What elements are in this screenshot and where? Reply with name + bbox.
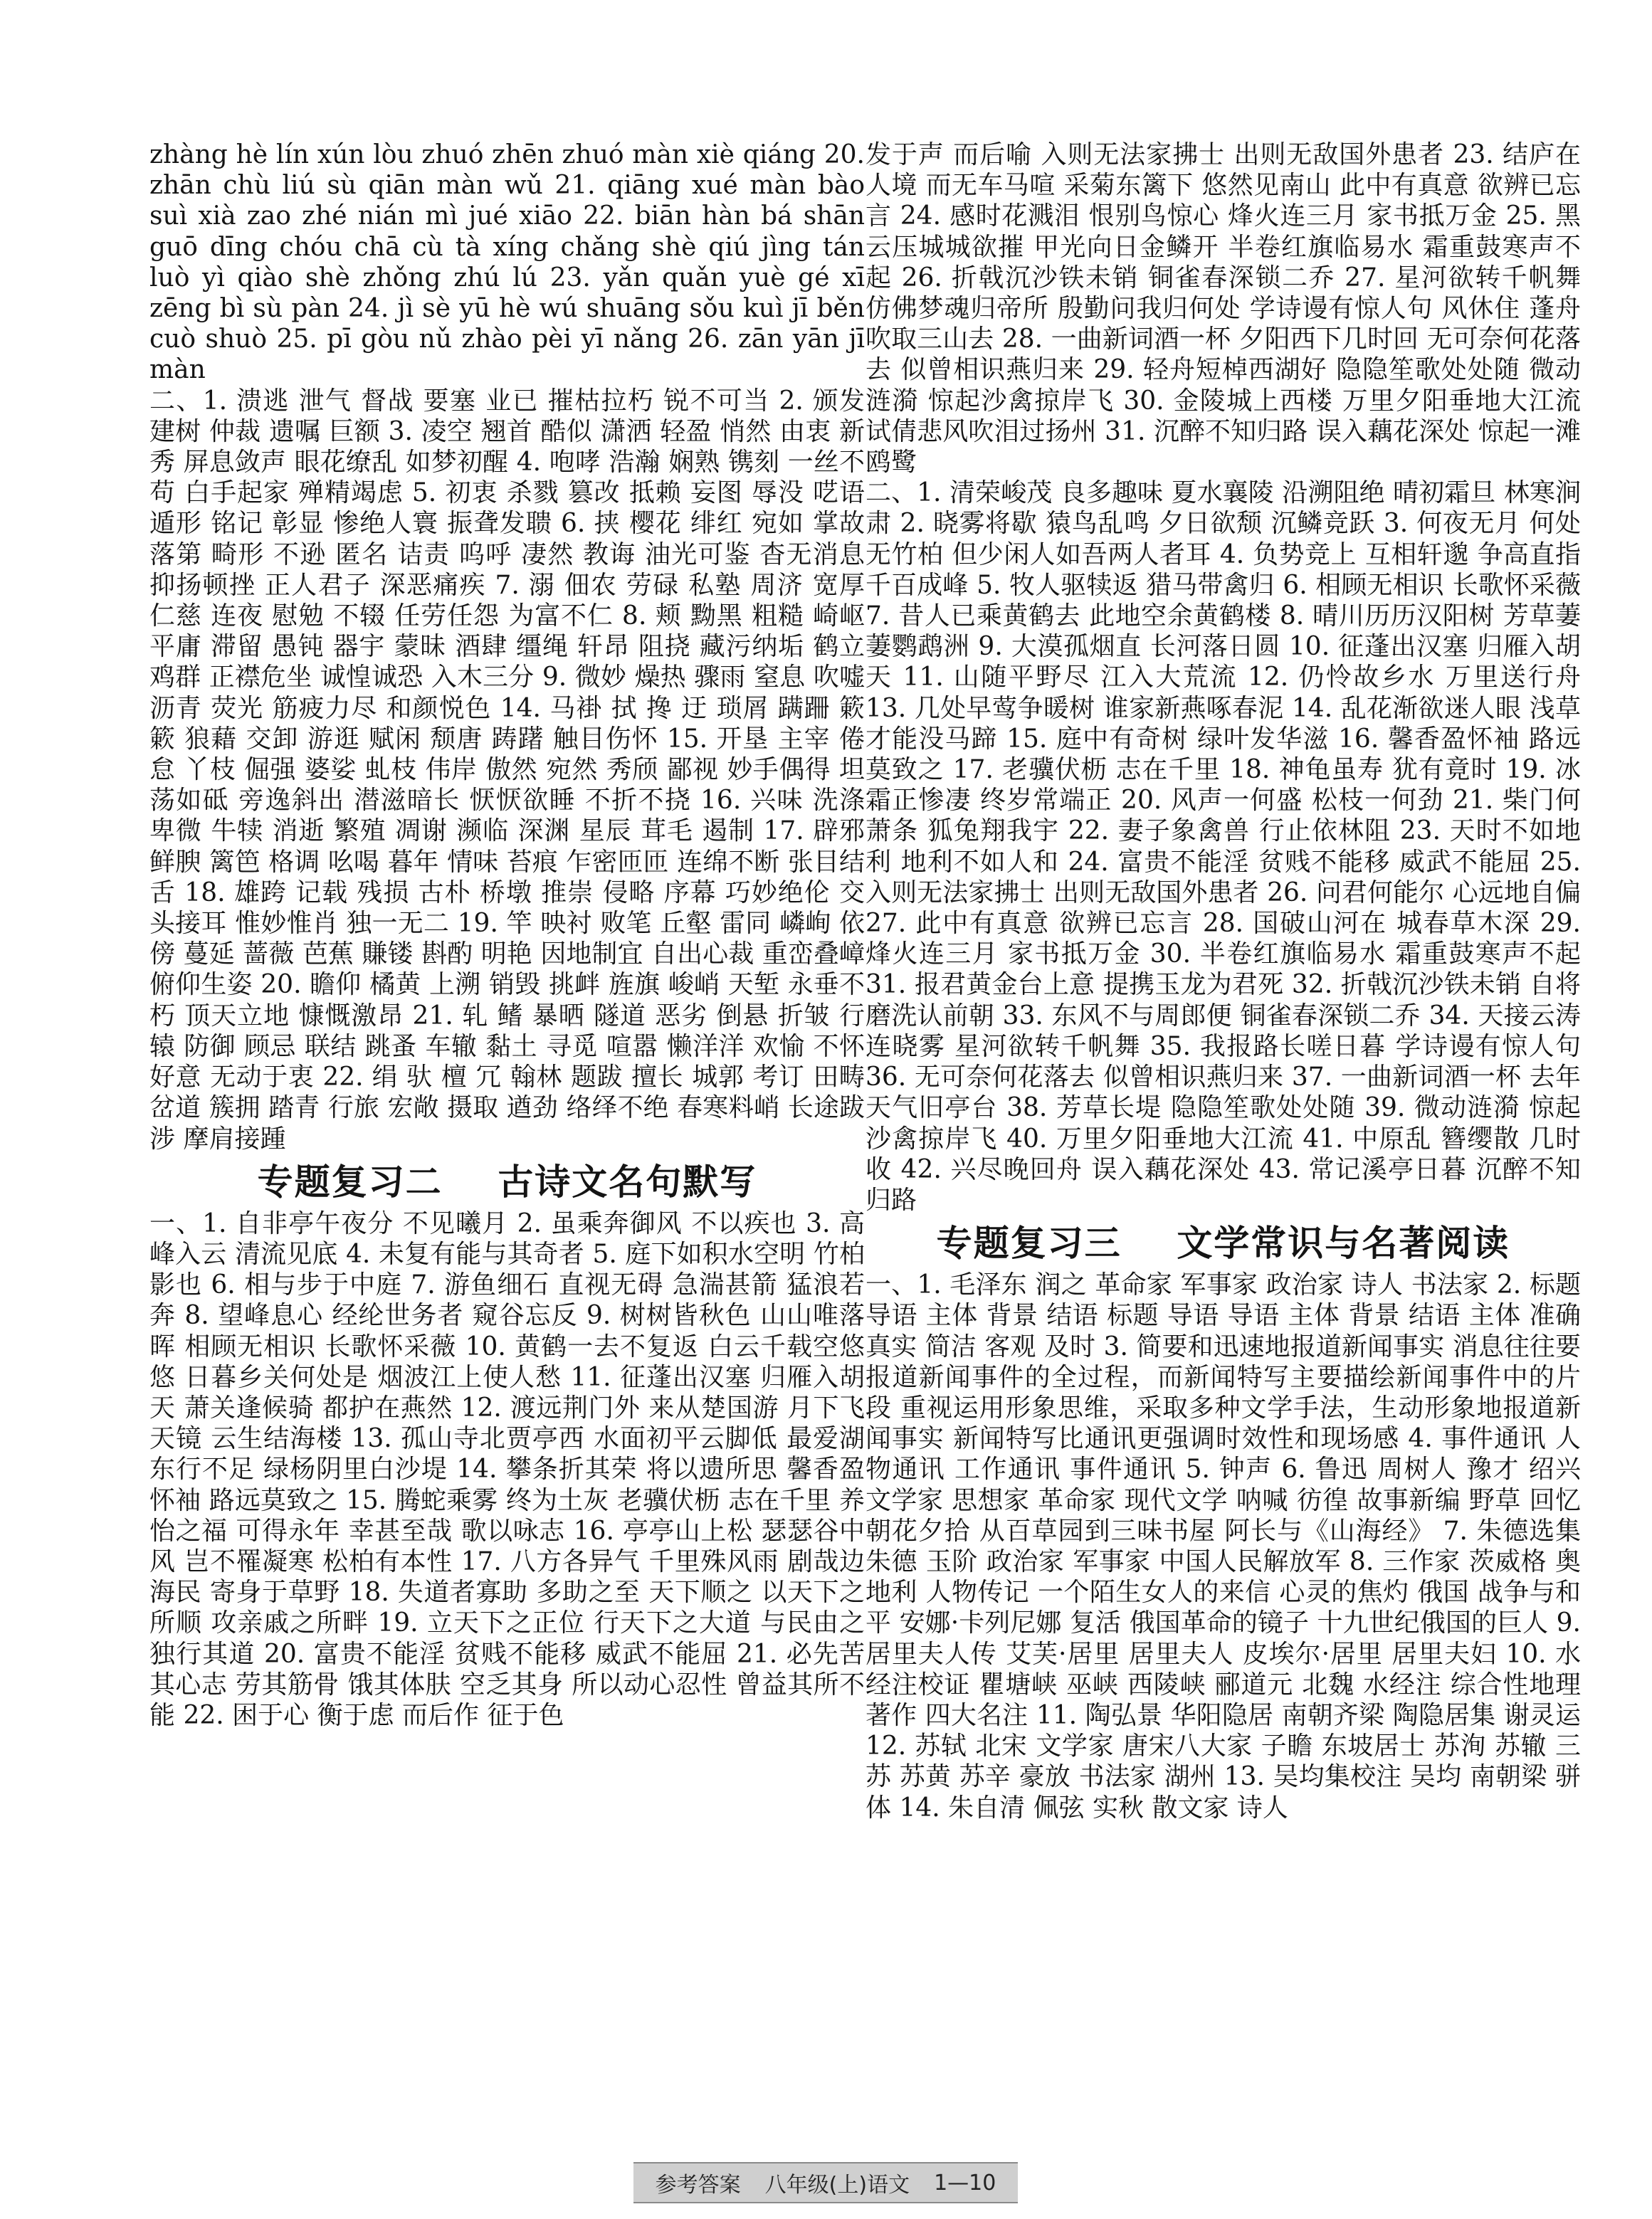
review3-title (866, 1218, 1581, 1268)
page-footer (633, 2162, 1018, 2203)
review2-title-main: 专题复习二 (257, 1161, 443, 1203)
review2-section-1-cont: 发于声 而后喻 入则无法家拂士 出则无敌国外患者 23. 结庐在人境 而无车马喧 采菊东篱下 悠然见南山 此中有真意 欲辨已忘言 24. 感时花溅泪 恨别鸟惊心 烽火连三月 家书抵万金 25. 黑云压城城欲摧 甲光向日金鳞开 半卷红旗临易水 霜重鼓寒声不起 26. 折戟沉沙铁未销 铜雀春深锁二乔 27. 星河欲转千帆舞 仿佛梦魂归帝所 殷勤问我归何处 学诗谩有惊人句 风休住 蓬舟吹取三山去 28. 一曲新词酒一杯 夕阳西下几时回 无可奈何花落去 似曾相识燕归来 29. 轻舟短棹西湖好 隐隐笙歌处处随 微动涟漪 惊起沙禽掠岸飞 30. 金陵城上西楼 万里夕阳垂地大江流 试倩悲风吹泪过扬州 31. 沉醉不知归路 误入藕花深处 惊起一滩鸥鹭 (866, 140, 1581, 478)
review2-title-sub: 古诗文名句默写 (498, 1161, 757, 1203)
review3-title-sub: 文学常识与名著阅读 (1177, 1223, 1510, 1265)
review3-title-main: 专题复习三 (936, 1223, 1122, 1265)
review3-section-1: 一、1. 毛泽东 润之 革命家 军事家 政治家 诗人 书法家 2. 标题 导语 主体 背景 结语 标题 导语 导语 主体 背景 结语 主体 准确 真实 简洁 客观 及时 3. 简要和迅速地报道新闻事实 消息往往要报道新闻事件的全过程，而新闻特写主要描绘新闻事件中的片段 重视运用形象思维，采取多种文学手法，生动形象地报道新闻事实 新闻特写比通讯更强调时效性和现场感 4. 事件通讯 人物通讯 工作通讯 事件通讯 5. 钟声 6. 鲁迅 周树人 豫才 绍兴 文学家 思想家 革命家 现代文学 呐喊 彷徨 故事新编 野草 回忆 朝花夕拾 从百草园到三味书屋 阿长与《山海经》 7. 朱德选集 朱德 玉阶 政治家 军事家 中国人民解放军 8. 三作家 茨威格 奥地利 人物传记 一个陌生女人的来信 心灵的焦灼 俄国 战争与和平 安娜·卡列尼娜 复活 俄国革命的镜子 十九世纪俄国的巨人 9. 居里夫人传 艾芙·居里 居里夫人 皮埃尔·居里 居里夫妇 10. 水经注校证 瞿塘峡 巫峡 西陵峡 郦道元 北魏 水经注 综合性地理著作 四大名注 11. 陶弘景 华阳隐居 南朝齐梁 陶隐居集 谢灵运 12. 苏轼 北宋 文学家 唐宋八大家 子瞻 东坡居士 苏洵 苏辙 三苏 苏黄 苏辛 豪放 书法家 湖州 13. 吴均集校注 吴均 南朝梁 骈体 14. 朱自清 佩弦 实秋 散文家 诗人 (866, 1270, 1581, 1823)
word-answers-section-2: 二、1. 溃逃 泄气 督战 要塞 业已 摧枯拉朽 锐不可当 2. 颁发 建树 仲裁 遗嘱 巨额 3. 凌空 翘首 酷似 潇洒 轻盈 悄然 由衷 新秀 屏息敛声 眼花缭乱 如梦初醒 4. 咆哮 浩瀚 娴熟 镌刻 一丝不苟 白手起家 殚精竭虑 5. 初衷 杀戮 篡改 抵赖 妄图 辱没 呓语 遁形 铭记 彰显 惨绝人寰 振聋发聩 6. 挟 樱花 绯红 宛如 掌故 落第 畸形 不逊 匿名 诘责 呜呼 凄然 教诲 油光可鉴 杳无消息 抑扬顿挫 正人君子 深恶痛疾 7. 溺 佃农 劳碌 私塾 周济 宽厚 仁慈 连夜 慰勉 不辍 任劳任怨 为富不仁 8. 颊 黝黑 粗糙 崎岖 平庸 滞留 愚钝 器宇 蒙昧 酒肆 缰绳 轩昂 阻挠 藏污纳垢 鹤立鸡群 正襟危坐 诚惶诚恐 入木三分 9. 微妙 燥热 骤雨 窒息 吹嘘 沥青 荧光 筋疲力尽 和颜悦色 14. 马褂 拭 搀 迂 琐屑 蹒跚 簌簌 狼藉 交卸 游逛 赋闲 颓唐 踌躇 触目伤怀 15. 开垦 主宰 倦怠 丫枝 倔强 婆娑 虬枝 伟岸 傲然 宛然 秀颀 鄙视 妙手偶得 坦荡如砥 旁逸斜出 潜滋暗长 恹恹欲睡 不折不挠 16. 兴味 洗涤 卑微 牛犊 消逝 繁殖 凋谢 濒临 深渊 星辰 茸毛 遏制 17. 辟邪 鲜腴 篱笆 格调 吆喝 暮年 情味 苔痕 乍密匝匝 连绵不断 张目结舌 18. 雄跨 记载 残损 古朴 桥墩 推崇 侵略 序幕 巧妙绝伦 交头接耳 惟妙惟肖 独一无二 19. 竿 映衬 败笔 丘壑 雷同 嶙峋 依傍 蔓延 蔷薇 芭蕉 賺镂 斟酌 明艳 因地制宜 自出心裁 重峦叠嶂 俯仰生姿 20. 瞻仰 橘黄 上溯 销毁 挑衅 旌旗 峻峭 天堑 永垂不朽 顶天立地 慷慨激昂 21. 轧 鳍 暴晒 隧道 恶劣 倒悬 折皱 行辕 防御 顾忌 联结 跳蚤 车辙 黏土 寻觅 喧嚣 懒洋洋 欢愉 不怀好意 无动于衷 22. 绢 驮 檀 冗 翰林 题跋 擅长 城郭 考订 田畴 岔道 簇拥 踏青 行旅 宏敞 摄取 遒劲 络绎不绝 春寒料峭 长途跋涉 摩肩接踵 (149, 386, 865, 1154)
pinyin-answers: zhàng hè lín xún lòu zhuó zhēn zhuó màn xiè qiáng 20. zhān chù liú sù qiān màn wǔ 21. qiāng xué màn bào suì xià zao zhé nián mì jué xiāo 22. biān hàn bá shān guō dīng chóu chā cù tà xíng chǎng shè qiú jìng tán luò yì qiào shè zhǒng zhú lú 23. yǎn quǎn yuè gé xī zēng bì sù pàn 24. jì sè yū hè wú shuāng sǒu kuì jī běn cuò shuò 25. pī gòu nǔ zhào pèi yī nǎng 26. zān yān jī màn (149, 140, 865, 385)
footer-page-number: 1—10 (934, 2170, 996, 2196)
right-column (866, 139, 1581, 1823)
review2-section-2: 二、1. 清荣峻茂 良多趣味 夏水襄陵 沿溯阻绝 晴初霜旦 林寒涧肃 2. 晓雾将歇 猿鸟乱鸣 夕日欲颓 沉鳞竞跃 3. 何夜无月 何处无竹柏 但少闲人如吾两人者耳 4. 负势竞上 互相轩邈 争高直指 千百成峰 5. 牧人驱犊返 猎马带禽归 6. 相顾无相识 长歌怀采薇 7. 昔人已乘黄鹤去 此地空余黄鹤楼 8. 晴川历历汉阳树 芳草萋萋鹦鹉洲 9. 大漠孤烟直 长河落日圆 10. 征蓬出汉塞 归雁入胡天 11. 山随平野尽 江入大荒流 12. 仍怜故乡水 万里送行舟 13. 几处早莺争暖树 谁家新燕啄春泥 14. 乱花渐欲迷人眼 浅草才能没马蹄 15. 庭中有奇树 绿叶发华滋 16. 馨香盈怀袖 路远莫致之 17. 老骥伏枥 志在千里 18. 神龟虽寿 犹有竟时 19. 冰霜正惨凄 终岁常端正 20. 风声一何盛 松枝一何劲 21. 柴门何萧条 狐兔翔我宇 22. 妻子象禽兽 行止依林阻 23. 天时不如地利 地利不如人和 24. 富贵不能淫 贫贱不能移 威武不能屈 25. 入则无法家拂士 出则无敌国外患者 26. 问君何能尔 心远地自偏 27. 此中有真意 欲辨已忘言 28. 国破山河在 城春草木深 29. 烽火连三月 家书抵万金 30. 半卷红旗临易水 霜重鼓寒声不起 31. 报君黄金台上意 提携玉龙为君死 32. 折戟沉沙铁未销 自将磨洗认前朝 33. 东风不与周郎便 铜雀春深锁二乔 34. 天接云涛连晓雾 星河欲转千帆舞 35. 我报路长嗟日暮 学诗谩有惊人句 36. 无可奈何花落去 似曾相识燕归来 37. 一曲新词酒一杯 去年天气旧亭台 38. 芳草长堤 隐隐笙歌处处随 39. 微动涟漪 惊起沙禽掠岸飞 40. 万里夕阳垂地大江流 41. 中原乱 簪缨散 几时收 42. 兴尽晚回舟 误入藕花深处 43. 常记溪亭日暮 沉醉不知归路 (866, 478, 1581, 1215)
review2-title (149, 1157, 865, 1207)
left-column (149, 139, 865, 1731)
review2-section-1: 一、1. 自非亭午夜分 不见曦月 2. 虽乘奔御风 不以疾也 3. 高峰入云 清流见底 4. 未复有能与其奇者 5. 庭下如积水空明 竹柏影也 6. 相与步于中庭 7. 游鱼细石 直视无碍 急湍甚箭 猛浪若奔 8. 望峰息心 经纶世务者 窥谷忘反 9. 树树皆秋色 山山唯落晖 相顾无相识 长歌怀采薇 10. 黄鹤一去不复返 白云千载空悠悠 日暮乡关何处是 烟波江上使人愁 11. 征蓬出汉塞 归雁入胡天 萧关逢候骑 都护在燕然 12. 渡远荆门外 来从楚国游 月下飞天镜 云生结海楼 13. 孤山寺北贾亭西 水面初平云脚低 最爱湖东行不足 绿杨阴里白沙堤 14. 攀条折其荣 将以遗所思 馨香盈怀袖 路远莫致之 15. 腾蛇乘雾 终为土灰 老骥伏枥 志在千里 养怡之福 可得永年 幸甚至哉 歌以咏志 16. 亭亭山上松 瑟瑟谷中风 岂不罹凝寒 松柏有本性 17. 八方各异气 千里殊风雨 剧哉边海民 寄身于草野 18. 失道者寡助 多助之至 天下顺之 以天下之所顺 攻亲戚之所畔 19. 立天下之正位 行天下之大道 与民由之 独行其道 20. 富贵不能淫 贫贱不能移 威武不能屈 21. 必先苦其心志 劳其筋骨 饿其体肤 空乏其身 所以动心忍性 曾益其所不能 22. 困于心 衡于虑 而后作 征于色 (149, 1208, 865, 1730)
footer-grade: 八年级(上)语文 (764, 2173, 910, 2198)
footer-label: 参考答案 (655, 2173, 741, 2198)
